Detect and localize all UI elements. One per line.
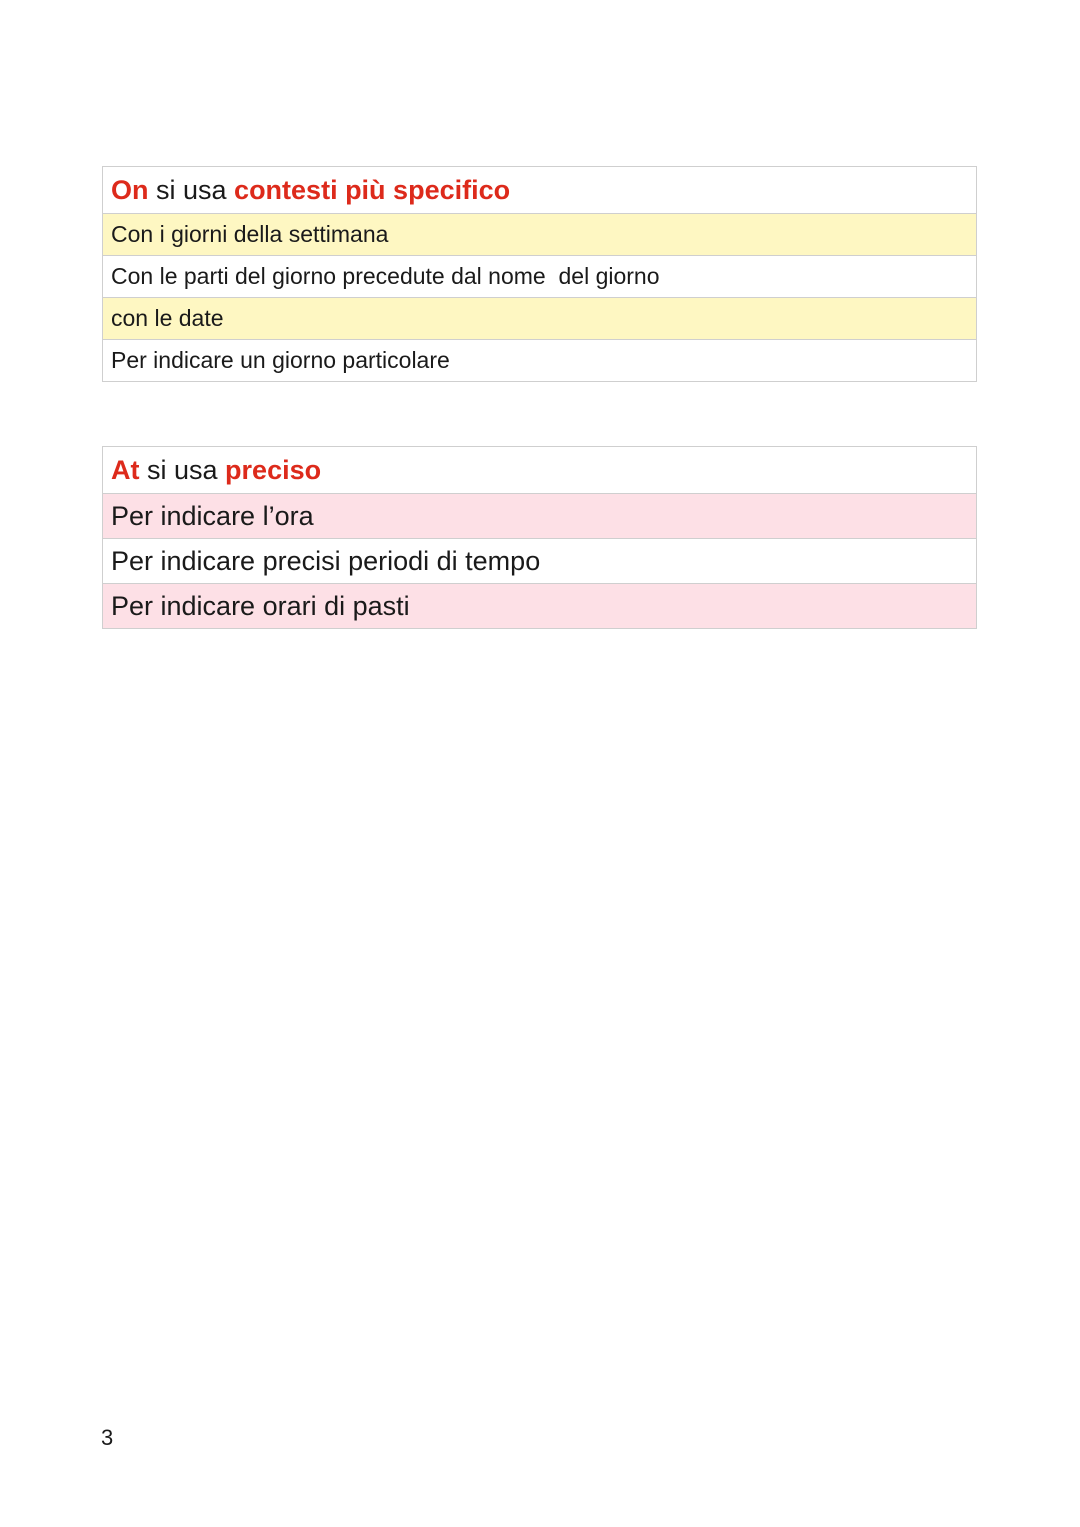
at-usage-table xyxy=(102,446,977,629)
on-usage-table xyxy=(102,166,977,382)
table-row: con le date xyxy=(103,298,976,340)
header-emphasis: preciso xyxy=(225,454,322,485)
header-emphasis: contesti più specifico xyxy=(234,174,511,205)
table-row: Per indicare orari di pasti xyxy=(103,584,976,629)
header-connector: si usa xyxy=(148,174,235,205)
header-keyword: On xyxy=(111,174,149,205)
table-row: Per indicare l’ora xyxy=(103,494,976,539)
page-number: 3 xyxy=(101,1425,114,1450)
table-row: Per indicare un giorno particolare xyxy=(103,340,976,382)
table-header xyxy=(103,167,976,214)
table-header xyxy=(103,447,976,494)
table-row: Con i giorni della settimana xyxy=(103,214,976,256)
header-keyword: At xyxy=(111,454,140,485)
table-row: Con le parti del giorno precedute dal nome del giorno xyxy=(103,256,976,298)
header-connector: si usa xyxy=(139,454,226,485)
table-row: Per indicare precisi periodi di tempo xyxy=(103,539,976,584)
